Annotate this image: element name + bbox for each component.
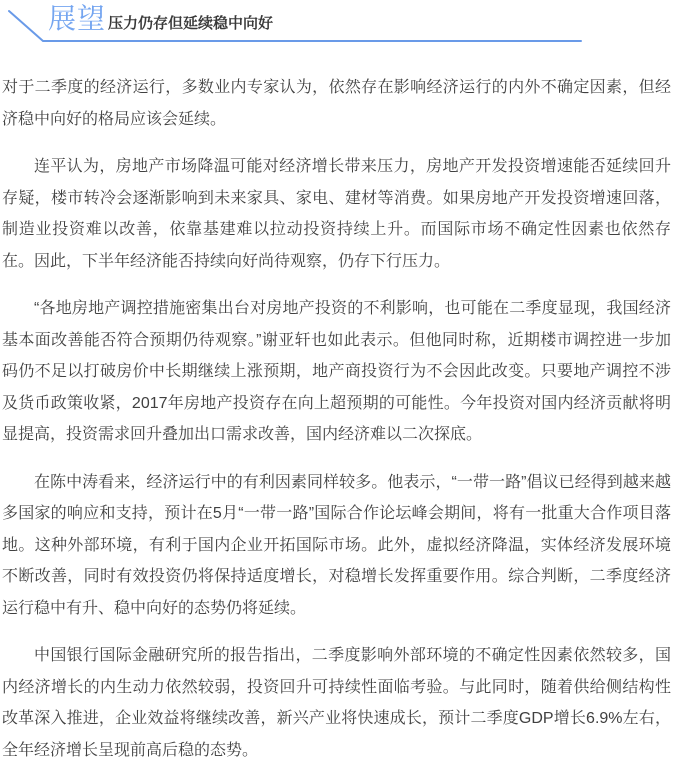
section-title: 展望 xyxy=(48,3,107,34)
paragraph-2: 连平认为，房地产市场降温可能对经济增长带来压力，房地产开发投资增速能否延续回升存疑，楼市转冷会逐渐影响到未来家具、家电、建材等消费。如果房地产开发投资增速回落，制造业投资难以改善，依靠基建难以拉动投资持续上升。而国际市场不确定性因素也依然存在。因此，下半年经济能否持续向好尚待观察，仍存下行压力。 xyxy=(2,158,671,270)
paragraph-5-clipped-text: 全年经济增长呈现前高后稳的态势。 xyxy=(2,741,259,759)
paragraph-1: 对于二季度的经济运行，多数业内专家认为，依然存在影响经济运行的内外不确定因素，但经济稳中向好的格局应该会延续。 xyxy=(2,79,671,128)
paragraph-3: “各地房地产调控措施密集出台对房地产投资的不利影响，也可能在二季度显现，我国经济基本面改善能否符合预期仍待观察。”谢亚轩也如此表示。但他同时称，近期楼市调控进一步加码仍不足以打破房价中长期继续上涨预期，地产商投资行为不会因此改变。只要地产调控不涉及货币政策收紧，2017年房地产投资存在向上超预期的可能性。今年投资对国内经济贡献将明显提高，投资需求回升叠加出口需求改善，国内经济难以二次探底。 xyxy=(2,300,671,443)
header-text xyxy=(48,4,273,34)
section-subtitle: 压力仍存但延续稳中向好 xyxy=(108,15,274,32)
paragraph-5 xyxy=(2,640,671,766)
section-header xyxy=(0,0,674,50)
paragraph-5-visible-text: 中国银行国际金融研究所的报告指出，二季度影响外部环境的不确定性因素依然较多，国内经济增长的内生动力依然较弱，投资回升可持续性面临考验。与此同时，随着供给侧结构性改革深入推进，企业效益将继续改善，新兴产业将快速成长，预计二季度GDP增长6.9%左右， xyxy=(2,647,671,727)
article-body xyxy=(0,72,674,766)
paragraph-4: 在陈中涛看来，经济运行中的有利因素同样较多。他表示，“一带一路”倡议已经得到越来越多国家的响应和支持，预计在5月“一带一路”国际合作论坛峰会期间，将有一批重大合作项目落地。这种外部环境，有利于国内企业开拓国际市场。此外，虚拟经济降温，实体经济发展环境不断改善，同时有效投资仍将保持适度增长，对稳增长发挥重要作用。综合判断，二季度经济运行稳中有升、稳中向好的态势仍将延续。 xyxy=(2,473,671,617)
